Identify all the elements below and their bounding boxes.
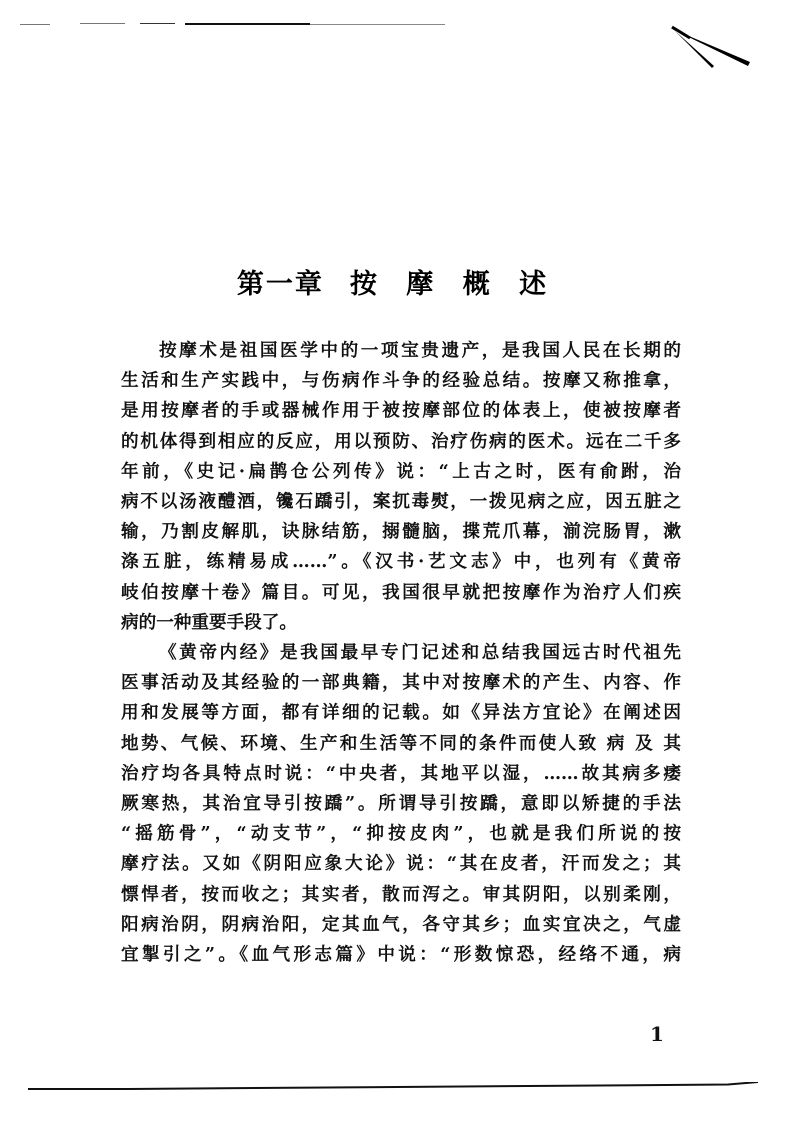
scan-artifact-line bbox=[20, 24, 50, 25]
text-line: 病的一种重要手段了。 bbox=[121, 611, 297, 633]
scan-bottom-edge bbox=[28, 1082, 763, 1090]
text-line: 输，乃割皮解肌，诀脉结筋，搦髓脑，揲荒爪幕，湔浣肠胃，漱 bbox=[121, 521, 681, 543]
text-line: 地势、气候、环境、生产和生活等不同的条件而使人致 病 及 其 bbox=[121, 732, 681, 754]
text-line: 的机体得到相应的反应，用以预防、治疗伤病的医术。远在二千多 bbox=[121, 430, 681, 452]
text-line: 宜掣引之”。《血气形志篇》中说：“形数惊恐，经络不通，病 bbox=[121, 944, 681, 966]
chapter-title bbox=[0, 262, 793, 301]
chapter-name: 按 摩 概 述 bbox=[349, 269, 557, 300]
text-line: 用和发展等方面，都有详细的记载。如《异法方宜论》在阐述因 bbox=[121, 702, 681, 724]
scan-artifact-line bbox=[310, 24, 445, 25]
scan-artifact-line bbox=[140, 23, 175, 24]
text-line: 年前，《史记·扁鹊仓公列传》说：“上古之时，医有俞跗，治 bbox=[121, 460, 681, 482]
scan-artifact-line bbox=[185, 23, 310, 25]
text-line: 是用按摩者的手或器械作用于被按摩部位的体表上，使被按摩者 bbox=[121, 400, 681, 422]
text-line: 按摩术是祖国医学中的一项宝贵遗产，是我国人民在长期的 bbox=[159, 340, 681, 361]
chapter-number: 第一章 bbox=[236, 269, 324, 300]
body-text bbox=[121, 336, 681, 970]
page-number: 1 bbox=[650, 1022, 664, 1046]
text-line: 生活和生产实践中，与伤病作斗争的经验总结。按摩又称推拿， bbox=[121, 370, 681, 392]
text-line: 《黄帝内经》是我国最早专门记述和总结我国远古时代祖先 bbox=[159, 642, 681, 664]
text-line: 岐伯按摩十卷》篇目。可见，我国很早就把按摩作为治疗人们疾 bbox=[121, 581, 681, 603]
text-line: 治疗均各具特点时说：“中央者，其地平以湿，……故其病多痿 bbox=[121, 762, 681, 784]
paragraph bbox=[121, 336, 681, 638]
scan-artifact-line bbox=[80, 23, 125, 24]
text-line: 慓悍者，按而收之；其实者，散而泻之。审其阴阳，以别柔刚， bbox=[121, 883, 681, 905]
page-fold-mark-icon bbox=[670, 24, 790, 84]
text-line: 摩疗法。又如《阴阳应象大论》说：“其在皮者，汗而发之；其 bbox=[121, 853, 681, 875]
text-line: 厥寒热，其治宜导引按蹻”。所谓导引按蹻，意即以矫捷的手法 bbox=[121, 793, 681, 815]
text-line: 医事活动及其经验的一部典籍，其中对按摩术的产生、内容、作 bbox=[121, 672, 681, 694]
text-line: 涤五脏，练精易成……”。《汉书·艺文志》中，也列有《黄帝 bbox=[121, 551, 681, 573]
text-line: 病不以汤液醴酒，镵石蹻引，案扤毒熨，一拨见病之应，因五脏之 bbox=[121, 491, 681, 513]
text-line: 阳病治阴，阴病治阳，定其血气，各守其乡；血实宜决之，气虚 bbox=[121, 913, 681, 935]
text-line: “摇筋骨”，“动支节”，“抑按皮肉”，也就是我们所说的按 bbox=[121, 823, 681, 845]
paragraph bbox=[121, 638, 681, 970]
